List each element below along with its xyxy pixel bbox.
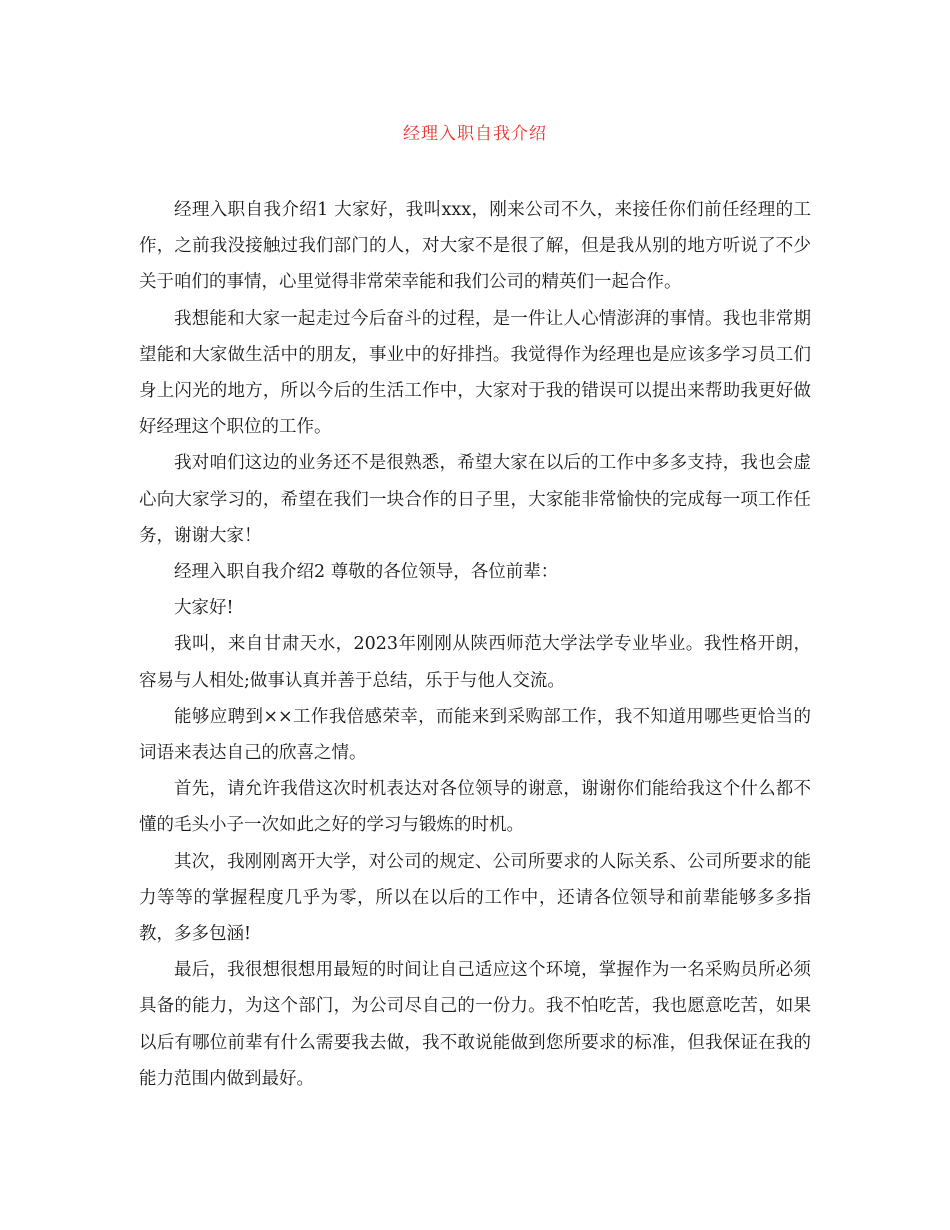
- paragraph-3: 我对咱们这边的业务还不是很熟悉，希望大家在以后的工作中多多支持，我也会虚心向大家学习的，希望在我们一块合作的日子里，大家能非常愉快的完成每一项工作任务，谢谢大家！: [139, 453, 811, 546]
- paragraph-8: 首先，请允许我借这次时机表达对各位领导的谢意，谢谢你们能给我这个什么都不懂的毛头小子一次如此之好的学习与锻炼的时机。: [139, 779, 811, 836]
- document-title: 经理入职自我介绍: [403, 124, 547, 144]
- paragraph-6: 我叫，来自甘肃天水，2023年刚刚从陕西师范大学法学专业毕业。我性格开朗，容易与人相处;做事认真并善于总结，乐于与他人交流。: [139, 634, 811, 691]
- paragraph-2: 我想能和大家一起走过今后奋斗的过程，是一件让人心情澎湃的事情。我也非常期望能和大家做生活中的朋友，事业中的好排挡。我觉得作为经理也是应该多学习员工们身上闪光的地方，所以今后的生活工作中，大家对于我的错误可以提出来帮助我更好做好经理这个职位的工作。: [139, 308, 811, 438]
- paragraph-5: 大家好!: [174, 598, 234, 619]
- paragraph-1: 经理入职自我介绍1 大家好，我叫xxx，刚来公司不久，来接任你们前任经理的工作，之前我没接触过我们部门的人，对大家不是很了解，但是我从别的地方听说了不少关于咱们的事情，心里觉得非常荣幸能和我们公司的精英们一起合作。: [139, 200, 811, 293]
- document-body: [139, 192, 811, 1097]
- paragraph-7: 能够应聘到××工作我倍感荣幸，而能来到采购部工作，我不知道用哪些更恰当的词语来表达自己的欣喜之情。: [139, 706, 811, 764]
- paragraph-10: 最后，我很想很想用最短的时间让自己适应这个环境，掌握作为一名采购员所必须具备的能力，为这个部门，为公司尽自己的一份力。我不怕吃苦，我也愿意吃苦，如果以后有哪位前辈有什么需要我去做，我不敢说能做到您所要求的标准，但我保证在我的能力范围内做到最好。: [139, 960, 811, 1089]
- paragraph-9: 其次，我刚刚离开大学，对公司的规定、公司所要求的人际关系、公司所要求的能力等等的掌握程度几乎为零，所以在以后的工作中，还请各位领导和前辈能够多多指教，多多包涵!: [139, 851, 811, 945]
- paragraph-4: 经理入职自我介绍2 尊敬的各位领导，各位前辈：: [174, 562, 559, 583]
